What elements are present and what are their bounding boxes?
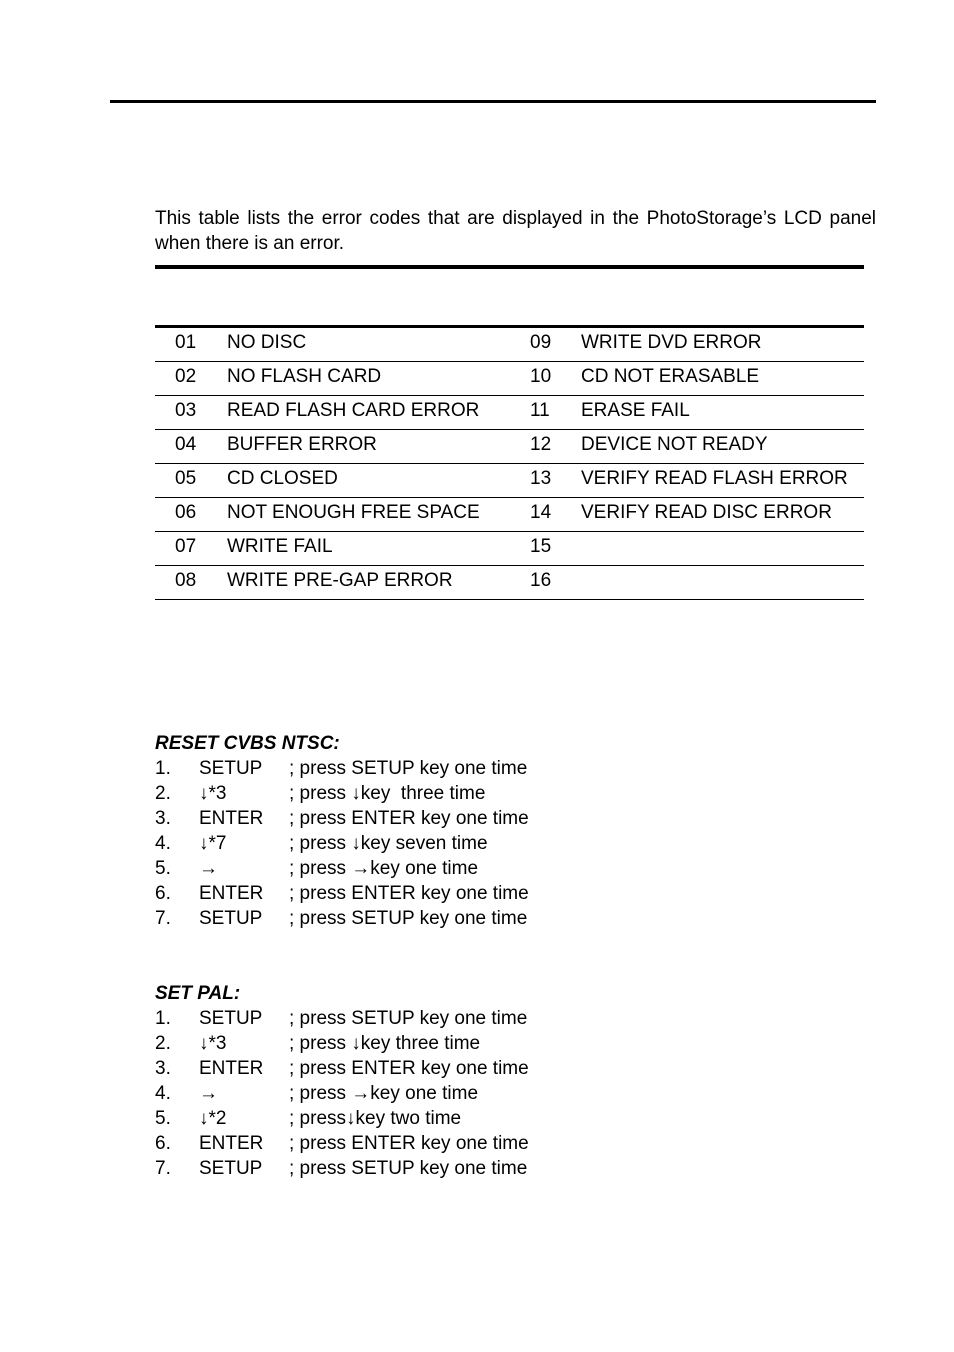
error-code-cell: 16: [530, 570, 552, 591]
step-number: 4.: [155, 833, 171, 854]
error-code-cell: 05: [175, 468, 197, 489]
top-rule: [110, 100, 876, 103]
step-key: ↓*3: [199, 783, 227, 804]
step-description: ; press ↓key seven time: [289, 833, 488, 854]
error-code-cell: 06: [175, 502, 197, 523]
step-description: ; press →key one time: [289, 858, 479, 879]
error-message-cell: WRITE DVD ERROR: [581, 332, 762, 353]
step-description: ; press ↓key three time: [289, 1033, 481, 1054]
set-pal-title: SET PAL:: [155, 983, 241, 1004]
error-code-cell: 10: [530, 366, 552, 387]
step-key: ENTER: [199, 808, 264, 829]
step-number: 7.: [155, 908, 171, 929]
table-row: [155, 327, 864, 362]
step-number: 7.: [155, 1158, 171, 1179]
error-code-cell: 13: [530, 468, 552, 489]
list-item: [155, 856, 655, 881]
error-message-cell: CD NOT ERASABLE: [581, 366, 760, 387]
step-key: ENTER: [199, 1133, 264, 1154]
error-code-cell: 01: [175, 332, 197, 353]
error-code-cell: 12: [530, 434, 552, 455]
table-row: [155, 566, 864, 600]
step-description: ; press →key one time: [289, 1083, 479, 1104]
step-number: 4.: [155, 1083, 171, 1104]
list-item: [155, 1006, 655, 1031]
intro-rule: [155, 265, 864, 269]
error-message-cell: DEVICE NOT READY: [581, 434, 768, 455]
error-message-cell: [581, 532, 864, 566]
table-row: [155, 532, 864, 566]
table-row: [155, 362, 864, 396]
table-row: [155, 464, 864, 498]
step-key: ENTER: [199, 1058, 264, 1079]
error-message-cell: [581, 566, 864, 600]
step-key: SETUP: [199, 1158, 263, 1179]
error-message-cell: WRITE FAIL: [227, 536, 333, 557]
step-number: 6.: [155, 883, 171, 904]
step-number: 3.: [155, 1058, 171, 1079]
table-row: [155, 396, 864, 430]
step-description: ; press SETUP key one time: [289, 908, 528, 929]
error-code-cell: 15: [530, 536, 552, 557]
step-number: 1.: [155, 758, 171, 779]
step-key: SETUP: [199, 758, 263, 779]
list-item: [155, 1056, 655, 1081]
error-code-cell: 03: [175, 400, 197, 421]
step-number: 1.: [155, 1008, 171, 1029]
list-item: [155, 1031, 655, 1056]
list-item: [155, 1156, 655, 1181]
list-item: [155, 1106, 655, 1131]
error-code-cell: 04: [175, 434, 197, 455]
error-code-cell: 14: [530, 502, 552, 523]
error-message-cell: NO DISC: [227, 332, 307, 353]
step-number: 6.: [155, 1133, 171, 1154]
error-code-cell: 02: [175, 366, 197, 387]
list-item: [155, 1131, 655, 1156]
reset-ntsc-steps: [155, 756, 655, 931]
list-item: [155, 781, 655, 806]
step-description: ; press SETUP key one time: [289, 1008, 528, 1029]
error-message-cell: ERASE FAIL: [581, 400, 690, 421]
table-row: [155, 498, 864, 532]
intro-paragraph: This table lists the error codes that are displayed in the PhotoStorage’s LCD panel when there is an error.: [155, 208, 876, 254]
step-key: →: [199, 858, 218, 879]
step-description: ; press ENTER key one time: [289, 808, 529, 829]
error-message-cell: WRITE PRE-GAP ERROR: [227, 570, 453, 591]
error-message-cell: BUFFER ERROR: [227, 434, 377, 455]
step-key: ↓*7: [199, 833, 227, 854]
error-message-cell: VERIFY READ DISC ERROR: [581, 502, 832, 523]
step-description: ; press ENTER key one time: [289, 1058, 529, 1079]
list-item: [155, 1081, 655, 1106]
set-pal-section: [155, 981, 655, 1181]
step-key: ↓*2: [199, 1108, 227, 1129]
error-code-table: [155, 325, 864, 600]
error-code-cell: 07: [175, 536, 197, 557]
step-key: SETUP: [199, 1008, 263, 1029]
list-item: [155, 906, 655, 931]
list-item: [155, 806, 655, 831]
reset-ntsc-section: [155, 731, 655, 931]
step-key: ENTER: [199, 883, 264, 904]
reset-ntsc-title: RESET CVBS NTSC:: [155, 733, 340, 754]
step-number: 2.: [155, 783, 171, 804]
error-code-cell: 11: [530, 400, 550, 421]
table-row: [155, 430, 864, 464]
error-message-cell: CD CLOSED: [227, 468, 338, 489]
step-description: ; press↓key two time: [289, 1108, 462, 1129]
step-description: ; press SETUP key one time: [289, 1158, 528, 1179]
step-description: ; press ↓key three time: [289, 783, 486, 804]
step-number: 2.: [155, 1033, 171, 1054]
list-item: [155, 831, 655, 856]
error-message-cell: READ FLASH CARD ERROR: [227, 400, 480, 421]
step-description: ; press ENTER key one time: [289, 883, 529, 904]
error-message-cell: VERIFY READ FLASH ERROR: [581, 468, 848, 489]
step-number: 5.: [155, 858, 171, 879]
error-code-cell: 08: [175, 570, 197, 591]
step-description: ; press SETUP key one time: [289, 758, 528, 779]
step-key: →: [199, 1083, 218, 1104]
step-key: SETUP: [199, 908, 263, 929]
list-item: [155, 756, 655, 781]
step-key: ↓*3: [199, 1033, 227, 1054]
step-number: 5.: [155, 1108, 171, 1129]
list-item: [155, 881, 655, 906]
step-description: ; press ENTER key one time: [289, 1133, 529, 1154]
set-pal-steps: [155, 1006, 655, 1181]
step-number: 3.: [155, 808, 171, 829]
error-message-cell: NOT ENOUGH FREE SPACE: [227, 502, 480, 523]
error-message-cell: NO FLASH CARD: [227, 366, 382, 387]
error-code-cell: 09: [530, 332, 552, 353]
